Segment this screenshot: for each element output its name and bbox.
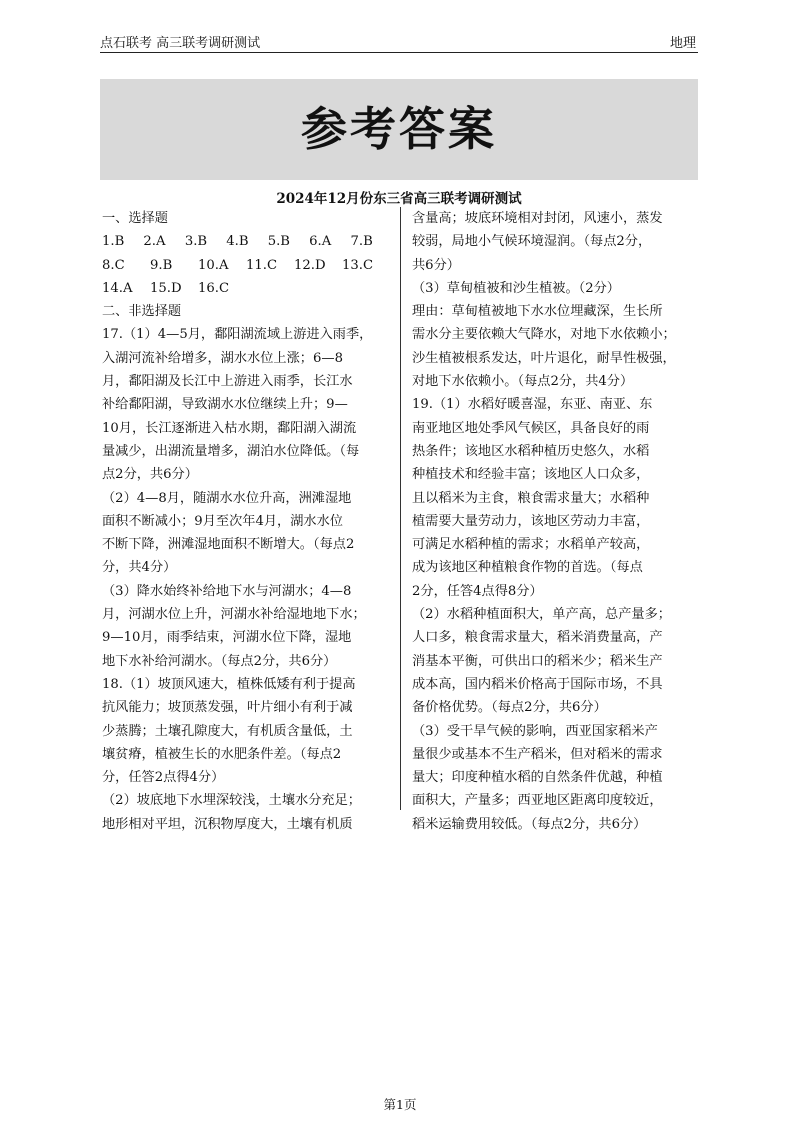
answer-line: （3）受干旱气候的影响，西亚国家稻米产 [412, 723, 658, 739]
answer-line: 消基本平衡，可供出口的稻米少；稻米生产 [412, 653, 663, 669]
choice-answer: 3.B [184, 234, 208, 250]
choice-answer: 9.B [150, 257, 173, 273]
answer-line: 南亚地区地处季风气候区，具备良好的雨 [412, 420, 650, 436]
answer-line: 稻米运输费用较低。（每点2分，共6分） [412, 816, 647, 832]
answer-line: （3）草甸植被和沙生植被。（2分） [412, 280, 620, 296]
answer-line: 对地下水依赖小。（每点2分，共4分） [412, 374, 634, 390]
answer-line: 9—10月，雨季结束，河湖水位下降，湿地 [102, 630, 352, 646]
choice-answer: 2.A [143, 234, 166, 250]
choice-answer: 5.B [267, 234, 290, 250]
answer-line: 热条件；该地区水稻种植历史悠久，水稻 [412, 443, 650, 459]
answer-line: 共6分） [412, 257, 460, 273]
choice-answer: 11.C [246, 257, 278, 273]
answer-line: 分，共4分） [102, 560, 177, 576]
answer-line: （2）坡底地下水埋深较浅，土壤水分充足； [102, 793, 361, 809]
answer-line: 18.（1）坡顶风速大，植株低矮有利于提高 [102, 676, 356, 692]
answer-line: 可满足水稻种植的需求；水稻单产较高， [412, 537, 650, 553]
left-column [102, 207, 392, 836]
answer-line: 需水分主要依赖大气降水，对地下水依赖小； [412, 327, 676, 343]
choice-answer: 6.A [309, 234, 332, 250]
answer-line: 分，任答2点得4分） [102, 770, 225, 786]
title-banner [100, 79, 698, 180]
choice-answer: 15.D [150, 280, 182, 296]
choice-answer: 8.C [102, 257, 125, 273]
answer-line: 人口多，粮食需求量大，稻米消费量高，产 [412, 630, 663, 646]
answer-line: 量减少，出湖流量增多，湖泊水位降低。（每 [102, 443, 360, 459]
section-heading-nonchoice: 二、非选择题 [102, 304, 182, 320]
answer-line: 量大；印度种植水稻的自然条件优越，种植 [412, 770, 663, 786]
right-column [412, 207, 698, 836]
document-title: 2024年12月份东三省高三联考调研测试 [276, 191, 522, 207]
answer-line: 点2分，共6分） [102, 467, 198, 483]
column-divider [400, 207, 401, 810]
section-heading-choice: 一、选择题 [102, 211, 168, 226]
choice-answer: 14.A [102, 280, 133, 296]
answer-line: 少蒸腾；土壤孔隙度大，有机质含量低，土 [102, 723, 353, 739]
page-header [100, 30, 698, 53]
answer-line: 成本高，国内稻米价格高于国际市场，不具 [412, 676, 663, 692]
answer-line: 且以稻米为主食，粮食需求量大；水稻种 [412, 490, 650, 506]
banner-title: 参考答案 [301, 102, 497, 156]
choice-row [102, 277, 392, 300]
answer-line: 较弱，局地小气候环境湿润。（每点2分， [412, 234, 652, 250]
choice-answer: 10.A [198, 257, 229, 273]
header-subject: 地理 [669, 36, 696, 51]
page-number: 第1页 [383, 1097, 417, 1112]
answer-line: 2分，任答4点得8分） [412, 583, 543, 599]
answer-line: （2）4—8月，随湖水水位升高，洲滩湿地 [102, 490, 352, 506]
choice-answer: 7.B [350, 234, 373, 250]
answer-line: 10月，长江逐渐进入枯水期，鄱阳湖入湖流 [102, 420, 357, 436]
answer-line: 入湖河流补给增多，湖水水位上涨；6—8 [102, 350, 343, 366]
answer-line: 月，鄱阳湖及长江中上游进入雨季，长江水 [102, 374, 353, 390]
answer-line: 补给鄱阳湖，导致湖水水位继续上升；9— [102, 397, 348, 413]
choice-answer: 1.B [102, 234, 125, 250]
answer-line: 沙生植被根系发达，叶片退化，耐旱性极强， [412, 350, 676, 366]
choice-answer: 13.C [342, 257, 374, 273]
choice-answer: 4.B [226, 234, 249, 250]
answer-line: 种植技术和经验丰富；该地区人口众多， [412, 467, 650, 483]
answer-line: 地形相对平坦，沉积物厚度大，土壤有机质 [102, 816, 353, 832]
answer-line: 理由：草甸植被地下水水位埋藏深，生长所 [412, 304, 663, 320]
choice-row [102, 254, 392, 277]
answer-line: 成为该地区种植粮食作物的首选。（每点 [412, 560, 643, 576]
answer-line: 壤贫瘠，植被生长的水肥条件差。（每点2 [102, 746, 342, 762]
answer-line: 19.（1）水稻好暖喜湿，东亚、南亚、东 [412, 397, 653, 413]
answer-line: 地下水补给河湖水。（每点2分，共6分） [102, 653, 337, 669]
answer-line: 月，河湖水位上升，河湖水补给湿地地下水； [102, 607, 366, 623]
choice-answer: 12.D [294, 257, 326, 273]
answer-line: 17.（1）4—5月，鄱阳湖流域上游进入雨季， [102, 327, 373, 343]
answer-line: 备价格优势。（每点2分，共6分） [412, 700, 607, 716]
header-exam-name: 点石联考 高三联考调研测试 [100, 36, 261, 51]
choice-row [102, 230, 392, 253]
answer-line: 量很少或基本不生产稻米，但对稻米的需求 [412, 746, 663, 762]
answer-line: 植需要大量劳动力，该地区劳动力丰富， [412, 513, 650, 529]
answer-line: 不断下降，洲滩湿地面积不断增大。（每点2 [102, 537, 355, 553]
answer-line: （3）降水始终补给地下水与河湖水；4—8 [102, 583, 352, 599]
choice-answer: 16.C [198, 280, 230, 296]
answer-line: 含量高；坡底环境相对封闭，风速小，蒸发 [412, 211, 663, 226]
answer-line: 面积不断减小；9月至次年4月，湖水水位 [102, 513, 343, 529]
answer-line: 面积大，产量多；西亚地区距离印度较近， [412, 793, 663, 809]
answer-line: （2）水稻种植面积大，单产高，总产量多； [412, 607, 671, 623]
answer-line: 抗风能力；坡顶蒸发强，叶片细小有利于减 [102, 700, 353, 716]
